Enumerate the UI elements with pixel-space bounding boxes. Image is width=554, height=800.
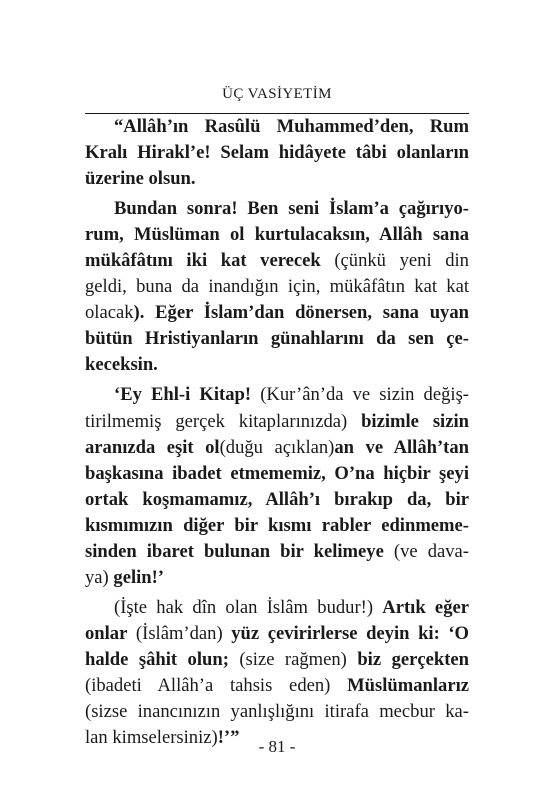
bold-text: ortak koşmamamız, Allâh’ı bırakıp da, bir <box>85 488 469 510</box>
regular-text: (ve dava- <box>383 540 469 562</box>
paragraph <box>85 595 469 751</box>
text-line <box>85 461 469 487</box>
bold-text: rum, Müslüman ol kurtulacaksın, Allâh sana <box>85 224 469 246</box>
bold-text: keceksin. <box>85 354 158 376</box>
bold-text: bizimle sizin <box>361 410 469 432</box>
paragraph <box>85 196 469 378</box>
text-line <box>85 565 469 591</box>
text-line <box>85 114 469 140</box>
text-line <box>85 326 469 352</box>
regular-text: (çünkü yeni din <box>320 250 469 272</box>
text-line <box>85 435 469 461</box>
regular-text: (İslâm’dan) <box>127 622 232 644</box>
bold-text: biz gerçekten <box>357 648 470 670</box>
regular-text: geldi, buna da inandığın için, mükâfâtın kat kat <box>85 276 469 298</box>
bold-text: üzerine olsun. <box>85 168 196 190</box>
bold-text: ). Eğer İslam’dan dönersen, sana uyan <box>133 302 469 324</box>
bold-text: kısmımızın diğer bir kısmı rabler edinmeme- <box>85 514 469 536</box>
text-line <box>85 539 469 565</box>
text-line <box>85 352 469 378</box>
bold-text: halde şâhit olun; <box>85 648 229 670</box>
regular-text: (Kur’ân’da ve sizin değiş- <box>251 384 469 406</box>
bold-text: !’” <box>217 727 240 749</box>
regular-text: (size rağmen) <box>228 648 358 670</box>
bold-text: gelin!’ <box>113 566 164 588</box>
regular-text: lan kimselersiniz) <box>85 727 218 749</box>
text-line <box>85 647 469 673</box>
paragraph <box>85 382 469 590</box>
text-line <box>85 595 469 621</box>
text-line <box>85 699 469 725</box>
text-line <box>85 248 469 274</box>
page-body <box>85 114 469 751</box>
bold-text: mükâfâtını iki kat verecek <box>85 250 321 272</box>
text-line <box>85 274 469 300</box>
regular-text: (sizse inancınızın yanlışlığını itirafa mecbur ka- <box>85 701 469 723</box>
text-line <box>85 382 469 408</box>
text-line <box>85 300 469 326</box>
regular-text: olacak <box>85 302 134 324</box>
bold-text: Müslümanlarız <box>347 674 469 696</box>
bold-text: aranızda eşit ol <box>85 436 220 458</box>
text-line <box>85 409 469 435</box>
regular-text: (ibadeti Allâh’a tahsis eden) <box>85 674 348 696</box>
bold-text: Kralı Hirakl’e! Selam hidâyete tâbi olanların <box>85 142 469 164</box>
regular-text: ya) <box>85 566 114 588</box>
bold-text: Artık eğer <box>382 596 469 618</box>
bold-text: ‘Ey Ehl-i Kitap! <box>114 384 252 406</box>
regular-text: (duğu açıklan) <box>219 436 335 458</box>
text-line <box>85 196 469 222</box>
bold-text: “Allâh’ın Rasûlü Muhammed’den, Rum <box>114 116 469 137</box>
text-line <box>85 140 469 166</box>
bold-text: yüz çevirirlerse deyin ki: ‘O <box>231 622 469 644</box>
regular-text: tirilmemiş gerçek kitaplarınızda) <box>85 410 362 432</box>
bold-text: bütün Hristiyanların günahlarını da sen çe- <box>85 328 469 350</box>
bold-text: an ve Allâh’tan <box>334 436 469 458</box>
bold-text: onlar <box>85 622 128 644</box>
text-line <box>85 513 469 539</box>
page-number: - 81 - <box>258 737 296 756</box>
text-line <box>85 487 469 513</box>
paragraph <box>85 114 469 192</box>
text-line <box>85 222 469 248</box>
text-line <box>85 673 469 699</box>
text-line <box>85 621 469 647</box>
text-line <box>85 166 469 192</box>
running-header: ÜÇ VASİYETİM <box>222 86 332 102</box>
bold-text: Bundan sonra! Ben seni İslam’a çağırıyo- <box>114 198 469 220</box>
bold-text: sinden ibaret bulunan bir kelimeye <box>85 540 384 562</box>
bold-text: başkasına ibadet etmememiz, O’na hiçbir şeyi <box>85 462 469 484</box>
regular-text: (İşte hak dîn olan İslâm budur!) <box>114 596 383 618</box>
